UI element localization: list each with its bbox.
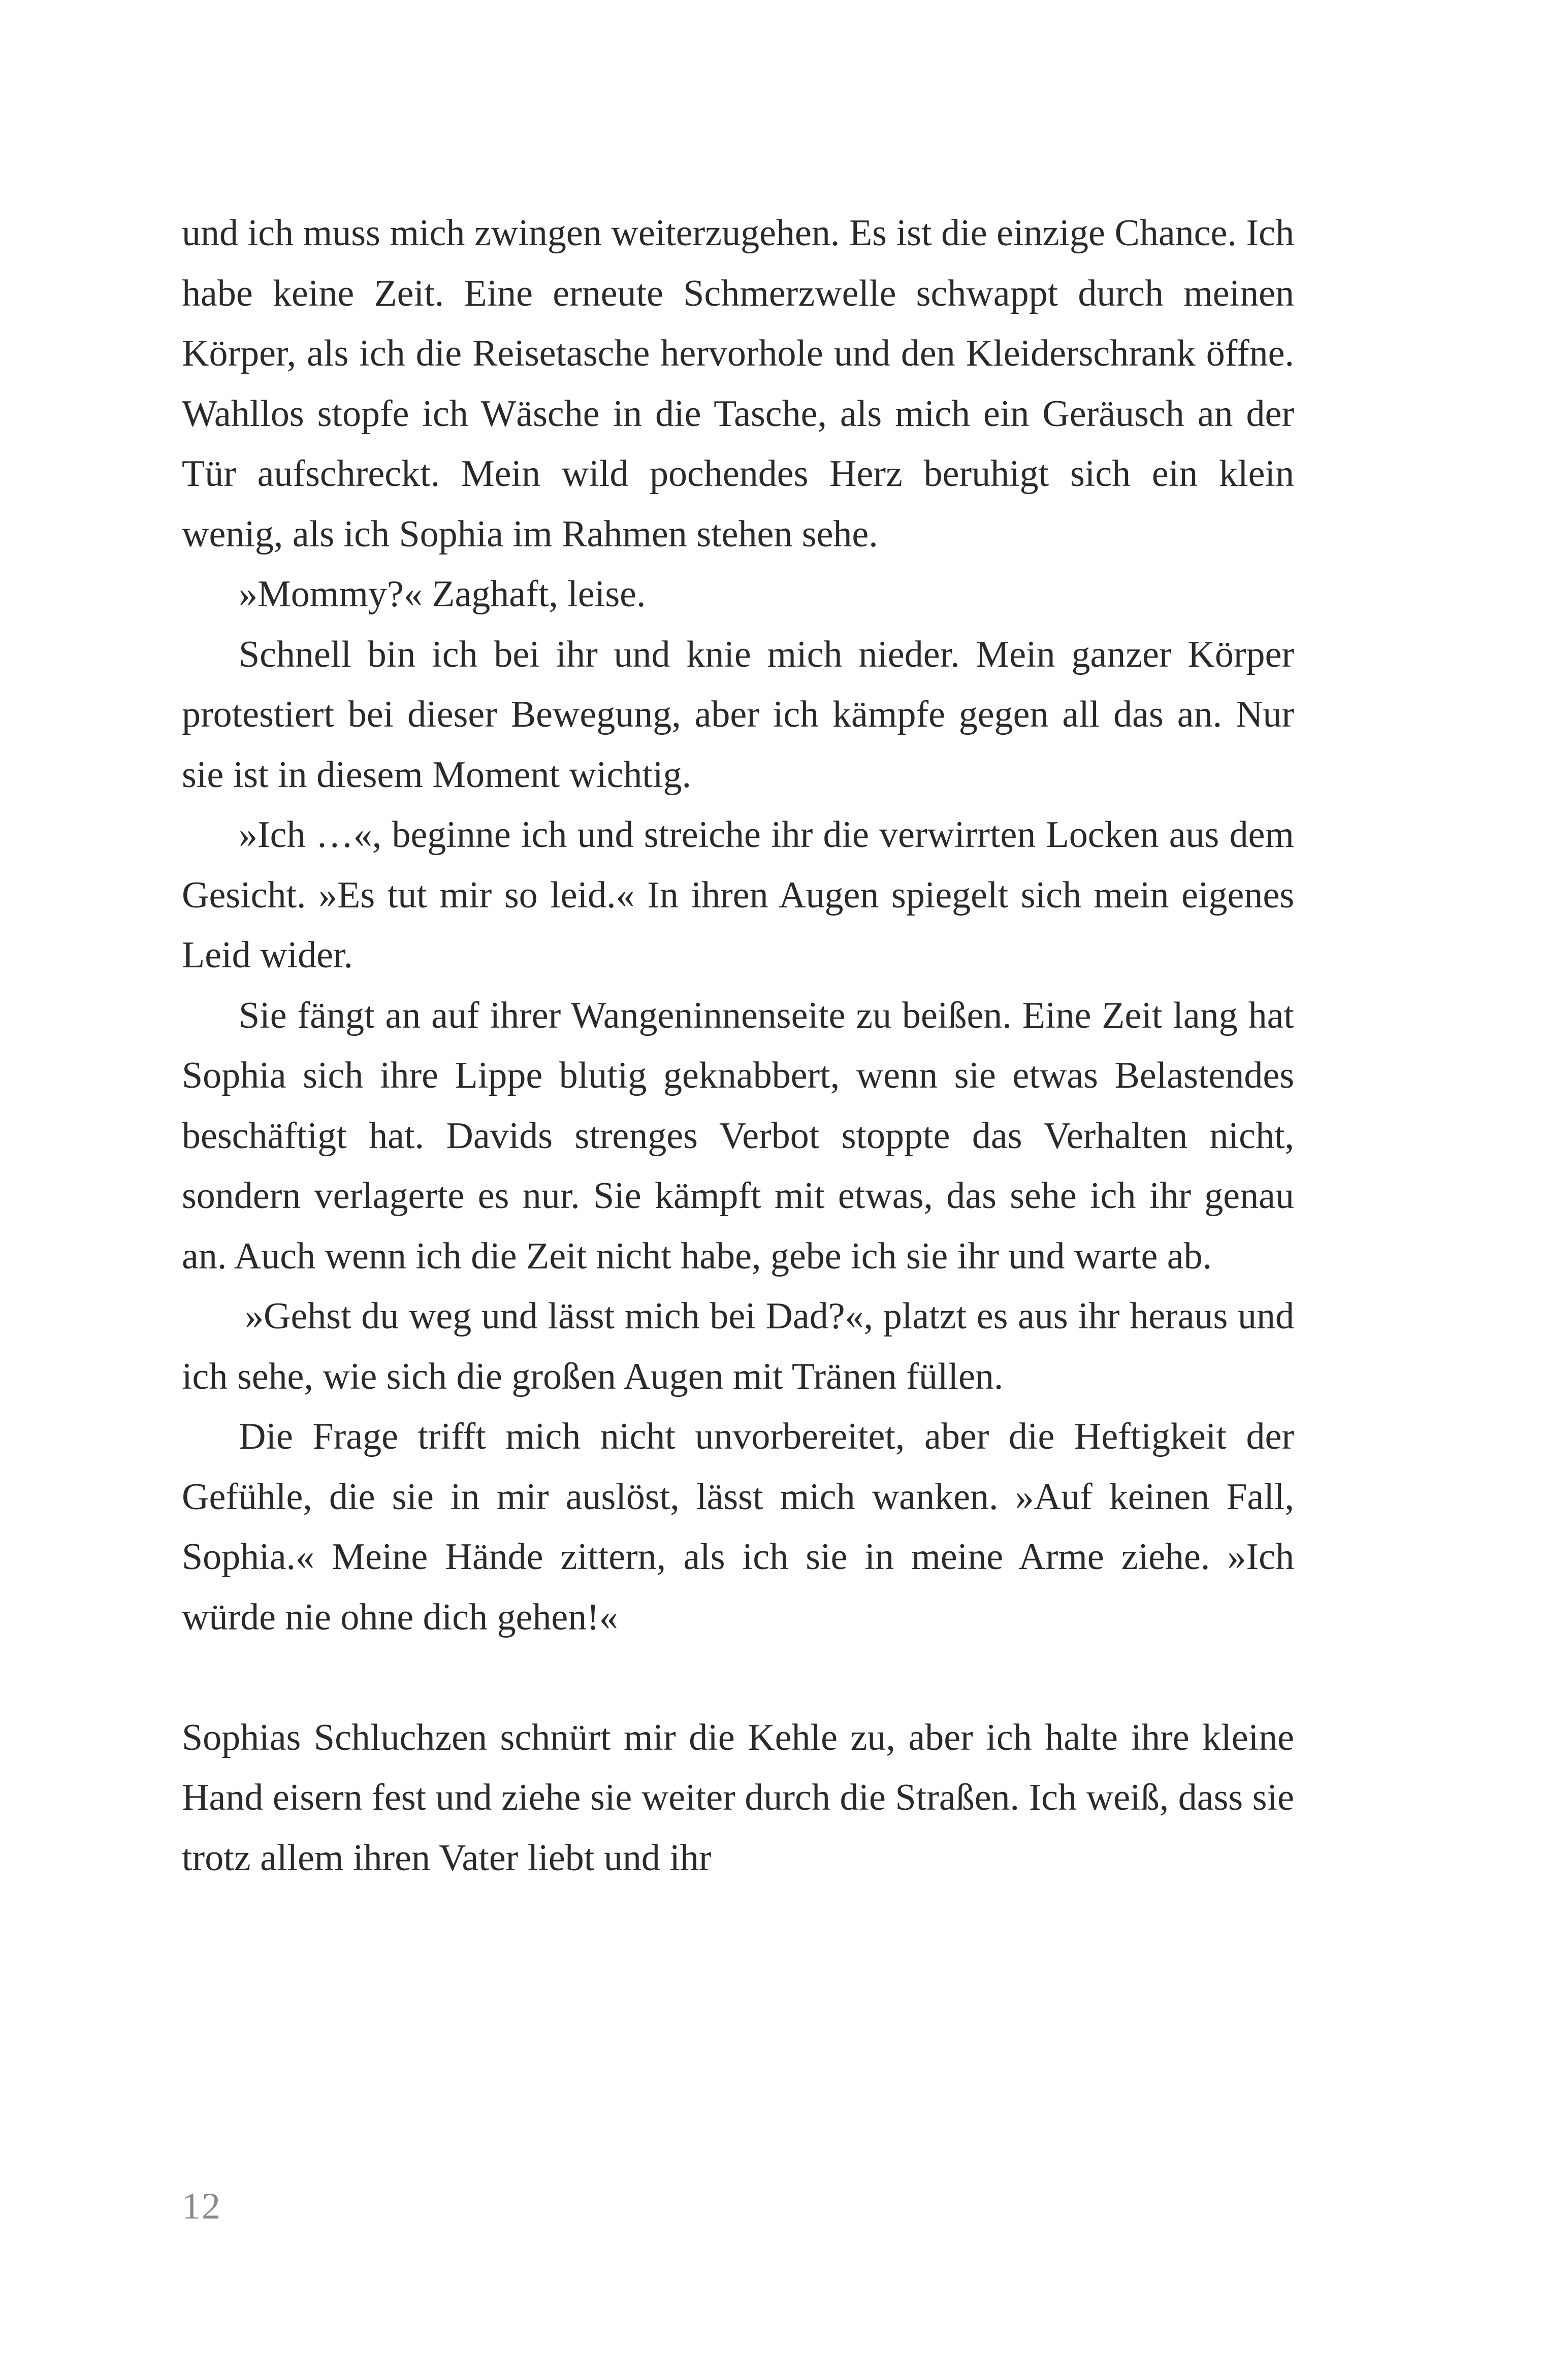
paragraph: »Ich …«, beginne ich und streiche ihr die verwirrten Locken aus dem Gesicht. »Es tut mir so leid.« In ihren Augen spiegelt sich mein eigenes Leid wider. <box>182 814 1294 976</box>
section-break <box>182 1647 1294 1708</box>
paragraph: und ich muss mich zwingen weiterzugehen. Es ist die einzige Chance. Ich habe keine Zeit. Eine erneute Schmerzwelle schwappt durch meinen Körper, als ich die Reisetasche hervorhole und den Kleiderschrank öffne. Wahllos stopfe ich Wäsche in die Tasche, als mich ein Geräusch an der Tür aufschreckt. Mein wild pochendes Herz beruhigt sich ein klein wenig, als ich Sophia im Rahmen stehen sehe. <box>182 212 1294 555</box>
paragraph: Sophias Schluchzen schnürt mir die Kehle zu, aber ich halte ihre kleine Hand eisern fest und ziehe sie weiter durch die Straßen. Ich weiß, dass sie trotz allem ihren Vater liebt und ihr <box>182 1716 1294 1879</box>
page-number: 12 <box>182 2186 221 2227</box>
paragraph: »Gehst du weg und lässt mich bei Dad?«, platzt es aus ihr heraus und ich sehe, wie sich die großen Augen mit Tränen füllen. <box>182 1295 1294 1397</box>
page-body <box>182 203 1294 1888</box>
paragraph: Die Frage trifft mich nicht unvorbereitet, aber die Heftigkeit der Gefühle, die sie in mir auslöst, lässt mich wanken. »Auf keinen Fall, Sophia.« Meine Hände zittern, als ich sie in meine Arme ziehe. »Ich würde nie ohne dich gehen!« <box>182 1416 1294 1638</box>
paragraph: »Mommy?« Zaghaft, leise. <box>239 573 646 615</box>
paragraph: Schnell bin ich bei ihr und knie mich nieder. Mein ganzer Körper protestiert bei dieser Bewegung, aber ich kämpfe gegen all das an. Nur sie ist in diesem Moment wichtig. <box>182 633 1294 796</box>
paragraph: Sie fängt an auf ihrer Wangeninnenseite zu beißen. Eine Zeit lang hat Sophia sich ihre Lippe blutig geknabbert, wenn sie etwas Belastendes beschäftigt hat. Davids strenges Verbot stoppte das Verhalten nicht, sondern verlagerte es nur. Sie kämpft mit etwas, das sehe ich ihr genau an. Auch wenn ich die Zeit nicht habe, gebe ich sie ihr und warte ab. <box>182 994 1294 1277</box>
